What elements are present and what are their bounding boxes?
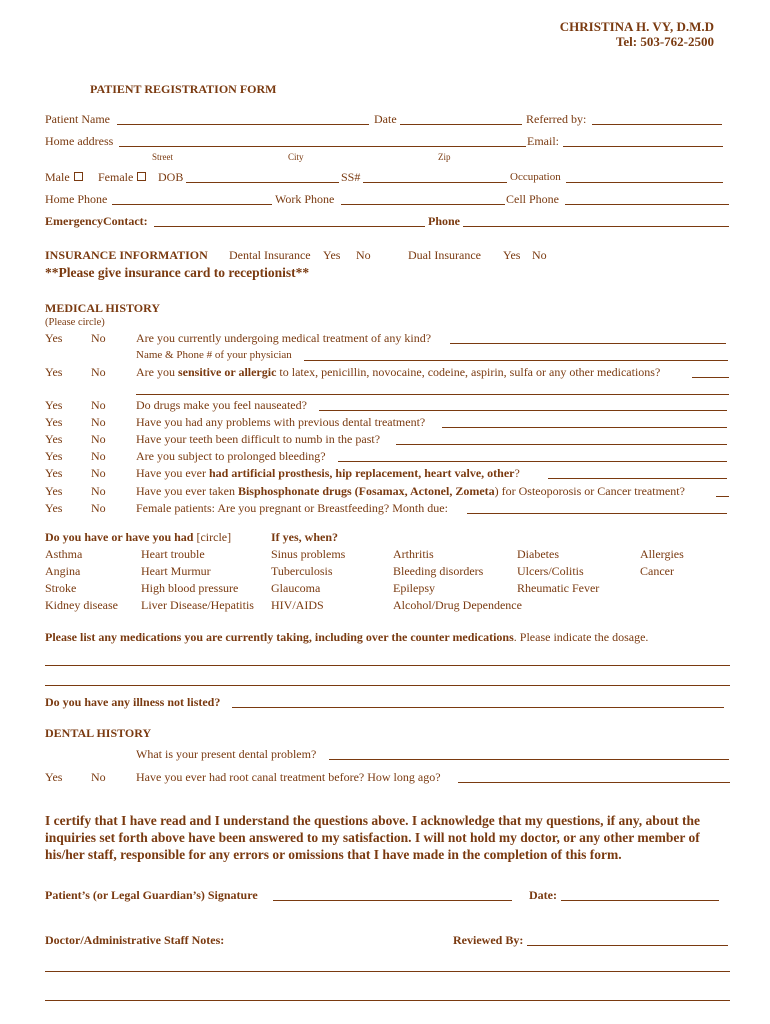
- root-no[interactable]: No: [91, 770, 106, 784]
- q9-text: Female patients: Are you pregnant or Breastfeeding? Month due:: [136, 501, 448, 515]
- q1-field[interactable]: [450, 343, 726, 344]
- q9-yes[interactable]: Yes: [45, 501, 63, 515]
- q1-text: Are you currently undergoing medical treatment of any kind?: [136, 331, 432, 345]
- condition-glaucoma[interactable]: Glaucoma: [271, 581, 321, 595]
- q3-field[interactable]: [319, 410, 727, 411]
- condition-kidney[interactable]: Kidney disease: [45, 598, 118, 612]
- q8-field[interactable]: [716, 496, 729, 497]
- reviewed-field[interactable]: [527, 945, 728, 946]
- notes-label: Doctor/Administrative Staff Notes:: [45, 933, 225, 947]
- q9-no[interactable]: No: [91, 501, 106, 515]
- root-canal-field[interactable]: [458, 782, 730, 783]
- conditions-when: If yes, when?: [271, 530, 339, 544]
- medications-prompt: [45, 630, 648, 644]
- q5-field[interactable]: [396, 444, 727, 445]
- condition-heart-trouble[interactable]: Heart trouble: [141, 547, 205, 561]
- referred-label: Referred by:: [526, 112, 587, 126]
- q4-text: Have you had any problems with previous dental treatment?: [136, 415, 426, 429]
- address-field[interactable]: [119, 146, 526, 147]
- home-phone-label: Home Phone: [45, 192, 108, 206]
- home-phone-field[interactable]: [112, 204, 272, 205]
- illness-label: Do you have any illness not listed?: [45, 695, 221, 709]
- condition-epilepsy[interactable]: Epilepsy: [393, 581, 435, 595]
- dob-field[interactable]: [186, 182, 339, 183]
- insurance-title: INSURANCE INFORMATION: [45, 248, 208, 262]
- female-label: Female: [98, 170, 134, 184]
- medical-subtitle: (Please circle): [45, 317, 105, 328]
- conditions-title: [45, 530, 231, 544]
- dual-no[interactable]: No: [532, 248, 547, 262]
- dental-problem-field[interactable]: [329, 759, 729, 760]
- medical-title: MEDICAL HISTORY: [45, 301, 161, 315]
- q1-yes[interactable]: Yes: [45, 331, 63, 345]
- condition-tuberculosis[interactable]: Tuberculosis: [271, 564, 333, 578]
- doctor-name: CHRISTINA H. VY, D.M.D: [559, 19, 714, 34]
- occupation-label: Occupation: [510, 171, 561, 183]
- condition-cancer[interactable]: Cancer: [640, 564, 674, 578]
- date-label: Date: [374, 112, 397, 126]
- condition-liver[interactable]: Liver Disease/Hepatitis: [141, 598, 254, 612]
- q5-text: Have your teeth been difficult to numb in the past?: [136, 432, 381, 446]
- cell-phone-field[interactable]: [565, 204, 729, 205]
- city-sublabel: City: [288, 152, 304, 162]
- condition-allergies[interactable]: Allergies: [640, 547, 684, 561]
- notes-line-1[interactable]: [45, 971, 730, 972]
- ss-label: SS#: [341, 170, 361, 184]
- q8-text-c: ) for Osteoporosis or Cancer treatment?: [494, 484, 685, 498]
- signature-date-label: Date:: [529, 888, 557, 902]
- condition-heart-murmur[interactable]: Heart Murmur: [141, 564, 211, 578]
- q8-text-b: Bisphosphonate drugs (Fosamax, Actonel, Zometa: [237, 484, 495, 498]
- condition-arthritis[interactable]: Arthritis: [393, 547, 434, 561]
- dental-no[interactable]: No: [356, 248, 371, 262]
- signature-field[interactable]: [273, 900, 512, 901]
- dental-problem-label: What is your present dental problem?: [136, 747, 317, 761]
- doctor-tel: Tel: 503-762-2500: [615, 34, 714, 49]
- q2-field[interactable]: [692, 377, 729, 378]
- q3-yes[interactable]: Yes: [45, 398, 63, 412]
- emergency-field[interactable]: [154, 226, 425, 227]
- medications-dosage: . Please indicate the dosage.: [513, 630, 649, 644]
- medications-line-1[interactable]: [45, 665, 730, 666]
- dental-yes[interactable]: Yes: [323, 248, 341, 262]
- female-checkbox[interactable]: [137, 172, 146, 181]
- certification-text: I certify that I have read and I understand the questions above. I acknowledge that my questions, if any, about the inquiries set forth above have been answered to my satisfaction. I will not hold my doctor, or any other member of his/her staff, responsible for any errors or omissions that I have made in the completion of this form.: [45, 813, 700, 862]
- cell-phone-label: Cell Phone: [506, 192, 559, 206]
- zip-sublabel: Zip: [438, 152, 451, 162]
- medications-line-2[interactable]: [45, 685, 730, 686]
- q1-no[interactable]: No: [91, 331, 106, 345]
- male-label: Male: [45, 170, 70, 184]
- illness-field[interactable]: [232, 707, 724, 708]
- signature-label: Patient’s (or Legal Guardian’s) Signature: [45, 888, 258, 902]
- ss-field[interactable]: [363, 182, 507, 183]
- form-title: PATIENT REGISTRATION FORM: [90, 82, 277, 96]
- male-option[interactable]: [45, 170, 83, 184]
- condition-asthma[interactable]: Asthma: [45, 547, 83, 561]
- q7-no[interactable]: No: [91, 466, 106, 480]
- q7-yes[interactable]: Yes: [45, 466, 63, 480]
- patient-name-field[interactable]: [117, 124, 369, 125]
- q1b-text: Name & Phone # of your physician: [136, 349, 292, 361]
- q8-text: [136, 484, 685, 498]
- q2-no[interactable]: No: [91, 365, 106, 379]
- condition-angina[interactable]: Angina: [45, 564, 81, 578]
- q4-no[interactable]: No: [91, 415, 106, 429]
- condition-diabetes[interactable]: Diabetes: [517, 547, 559, 561]
- condition-rheumatic[interactable]: Rheumatic Fever: [517, 581, 600, 595]
- q2-text-a: Are you: [136, 365, 178, 379]
- signature-date-field[interactable]: [561, 900, 719, 901]
- date-field[interactable]: [400, 124, 522, 125]
- condition-bleeding[interactable]: Bleeding disorders: [393, 564, 484, 578]
- q2-text-b: sensitive or allergic: [178, 365, 277, 379]
- medications-prompt-text: Please list any medications you are currently taking, including over the counter medications: [45, 630, 514, 644]
- male-checkbox[interactable]: [74, 172, 83, 181]
- emergency-phone-label: Phone: [428, 214, 461, 228]
- q9-field[interactable]: [467, 513, 727, 514]
- q1b-field[interactable]: [304, 360, 728, 361]
- condition-ulcers[interactable]: Ulcers/Colitis: [517, 564, 584, 578]
- q2-text-c: to latex, penicillin, novocaine, codeine, aspirin, sulfa or any other medications?: [276, 365, 661, 379]
- q2-text: [136, 365, 660, 379]
- dob-label: DOB: [158, 170, 184, 184]
- email-label: Email:: [527, 134, 559, 148]
- patient-name-label: Patient Name: [45, 112, 110, 126]
- condition-hiv[interactable]: HIV/AIDS: [271, 598, 324, 612]
- q7-field[interactable]: [548, 478, 727, 479]
- dental-insurance-label: Dental Insurance: [229, 248, 311, 262]
- q6-yes[interactable]: Yes: [45, 449, 63, 463]
- q7-text-c: ?: [514, 466, 520, 480]
- root-yes[interactable]: Yes: [45, 770, 63, 784]
- q8-yes[interactable]: Yes: [45, 484, 63, 498]
- q7-text: [136, 466, 520, 480]
- q8-no[interactable]: No: [91, 484, 106, 498]
- work-phone-label: Work Phone: [275, 192, 335, 206]
- root-canal-label: Have you ever had root canal treatment before? How long ago?: [136, 770, 441, 784]
- insurance-notice: **Please give insurance card to receptionist**: [45, 265, 310, 280]
- q7-text-a: Have you ever: [136, 466, 209, 480]
- emergency-label: EmergencyContact:: [45, 214, 148, 228]
- conditions-circle: [circle]: [193, 530, 232, 544]
- q4-yes[interactable]: Yes: [45, 415, 63, 429]
- emergency-phone-field[interactable]: [463, 226, 729, 227]
- q2-field-2[interactable]: [136, 394, 729, 395]
- work-phone-field[interactable]: [341, 204, 505, 205]
- condition-sinus[interactable]: Sinus problems: [271, 547, 346, 561]
- dual-yes[interactable]: Yes: [503, 248, 521, 262]
- q2-yes[interactable]: Yes: [45, 365, 63, 379]
- q4-field[interactable]: [442, 427, 727, 428]
- q5-yes[interactable]: Yes: [45, 432, 63, 446]
- notes-line-2[interactable]: [45, 1000, 730, 1001]
- q8-text-a: Have you ever taken: [136, 484, 238, 498]
- q3-no[interactable]: No: [91, 398, 106, 412]
- dental-title: DENTAL HISTORY: [45, 726, 152, 740]
- q6-no[interactable]: No: [91, 449, 106, 463]
- q3-text: Do drugs make you feel nauseated?: [136, 398, 307, 412]
- female-option[interactable]: [98, 170, 146, 184]
- dual-insurance-label: Dual Insurance: [408, 248, 481, 262]
- condition-alcohol[interactable]: Alcohol/Drug Dependence: [393, 598, 522, 612]
- conditions-title-text: Do you have or have you had: [45, 530, 194, 544]
- q5-no[interactable]: No: [91, 432, 106, 446]
- reviewed-label: Reviewed By:: [453, 933, 524, 947]
- email-field[interactable]: [563, 146, 723, 147]
- occupation-field[interactable]: [566, 182, 723, 183]
- street-sublabel: Street: [152, 152, 173, 162]
- address-label: Home address: [45, 134, 114, 148]
- referred-field[interactable]: [592, 124, 722, 125]
- q6-field[interactable]: [338, 461, 727, 462]
- condition-stroke[interactable]: Stroke: [45, 581, 77, 595]
- q6-text: Are you subject to prolonged bleeding?: [136, 449, 326, 463]
- q7-text-b: had artificial prosthesis, hip replacement, heart valve, other: [208, 466, 515, 480]
- condition-blood-pressure[interactable]: High blood pressure: [141, 581, 239, 595]
